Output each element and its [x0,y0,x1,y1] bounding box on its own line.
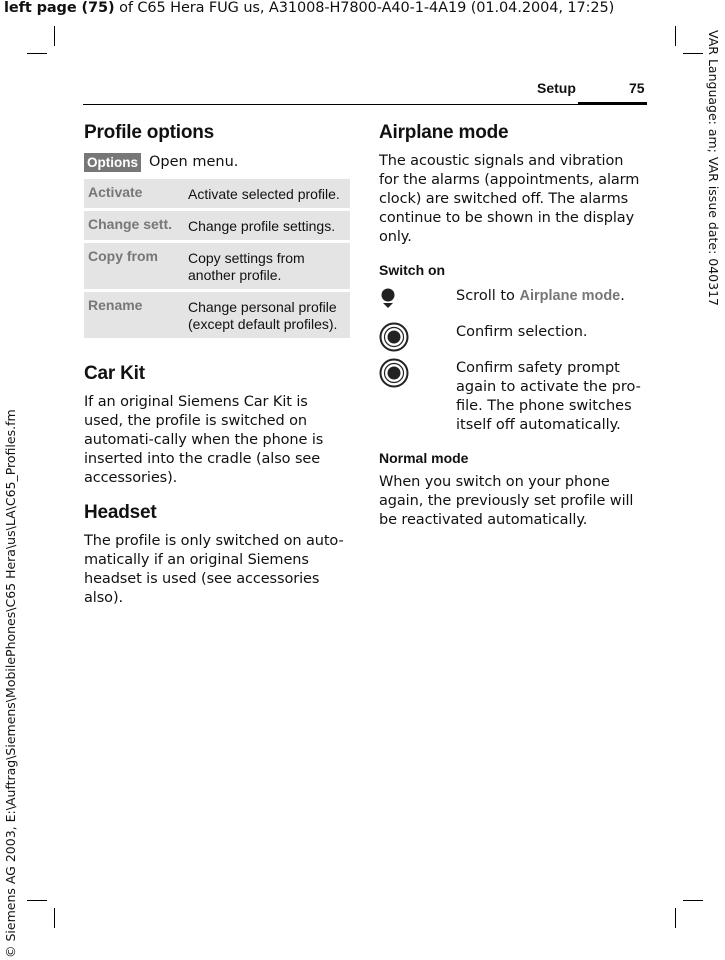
print-header-bold: left page (75) [4,0,115,16]
center-key-icon [379,323,456,345]
step-confirm-again [379,359,647,435]
left-column [84,120,350,608]
crop-mark [54,26,55,46]
menu-value: Activate selected profile. [184,179,350,208]
side-var-text: VAR Language: am; VAR issue date: 040317 [706,30,721,306]
step-scroll-text [456,287,646,309]
menu-value: Change profile settings. [184,211,350,240]
page-number: 75 [629,80,645,96]
step-scroll-post: . [620,288,625,304]
options-row [84,152,350,172]
switch-on-title: Switch on [379,262,446,278]
nav-down-icon [379,287,456,309]
menu-key: Activate [84,179,184,208]
menu-key: Rename [84,292,184,338]
menu-value: Copy settings from another profile. [184,243,350,289]
profile-options-title: Profile options [84,122,215,143]
table-row [84,211,350,240]
step-confirm-text: Confirm selection. [456,324,588,340]
crop-mark [683,900,703,901]
crop-mark [54,908,55,928]
print-header-rest: of C65 Hera FUG us, A31008-H7800-A40-1-4A19 (01.04.2004, 17:25) [114,0,615,16]
crop-mark [683,53,703,54]
menu-key: Change sett. [84,211,184,240]
crop-mark [27,900,47,901]
table-row [84,243,350,289]
menu-key: Copy from [84,243,184,289]
print-header [4,0,614,16]
options-description: Open menu. [149,154,239,170]
headset-text: The profile is only switched on auto-matically if an original Siemens headset is used (see accessories also). [84,533,344,606]
normal-mode-title: Normal mode [379,450,469,466]
side-path-text: © Siemens AG 2003, E:\Auftrag\Siemens\MobilePhones\C65 Hera\us\LA\C65_Profiles.fm [3,409,18,958]
section-title: Setup [537,80,576,96]
step-confirm-again-text: Confirm safety prompt again to activate the pro-file. The phone switches itself off automatically. [456,360,641,433]
profile-options-table [84,176,350,341]
crop-mark [675,908,676,928]
car-kit-text: If an original Siemens Car Kit is used, the profile is switched on automati-cally when the phone is inserted into the cradle (also see accessories). [84,394,324,486]
step-confirm [379,323,647,345]
header-rule-thick [578,102,647,105]
airplane-title: Airplane mode [379,122,509,143]
step-scroll [379,287,647,309]
step-scroll-pre: Scroll to [456,288,520,304]
airplane-text: The acoustic signals and vibration for the alarms (appointments, alarm clock) are switched off. The alarms continue to be shown in the display only. [379,153,640,245]
right-column [379,120,647,530]
center-key-icon [379,359,456,381]
normal-mode-text: When you switch on your phone again, the previously set profile will be reactivated automatically. [379,474,634,528]
crop-mark [27,53,47,54]
menu-value: Change personal profile (except default profiles). [184,292,350,338]
headset-title: Headset [84,502,157,523]
airplane-mode-highlight: Airplane mode [519,288,621,304]
table-row [84,292,350,338]
options-softkey: Options [84,153,141,172]
table-row [84,179,350,208]
crop-mark [675,26,676,46]
header-rule [83,104,647,105]
car-kit-title: Car Kit [84,363,145,384]
